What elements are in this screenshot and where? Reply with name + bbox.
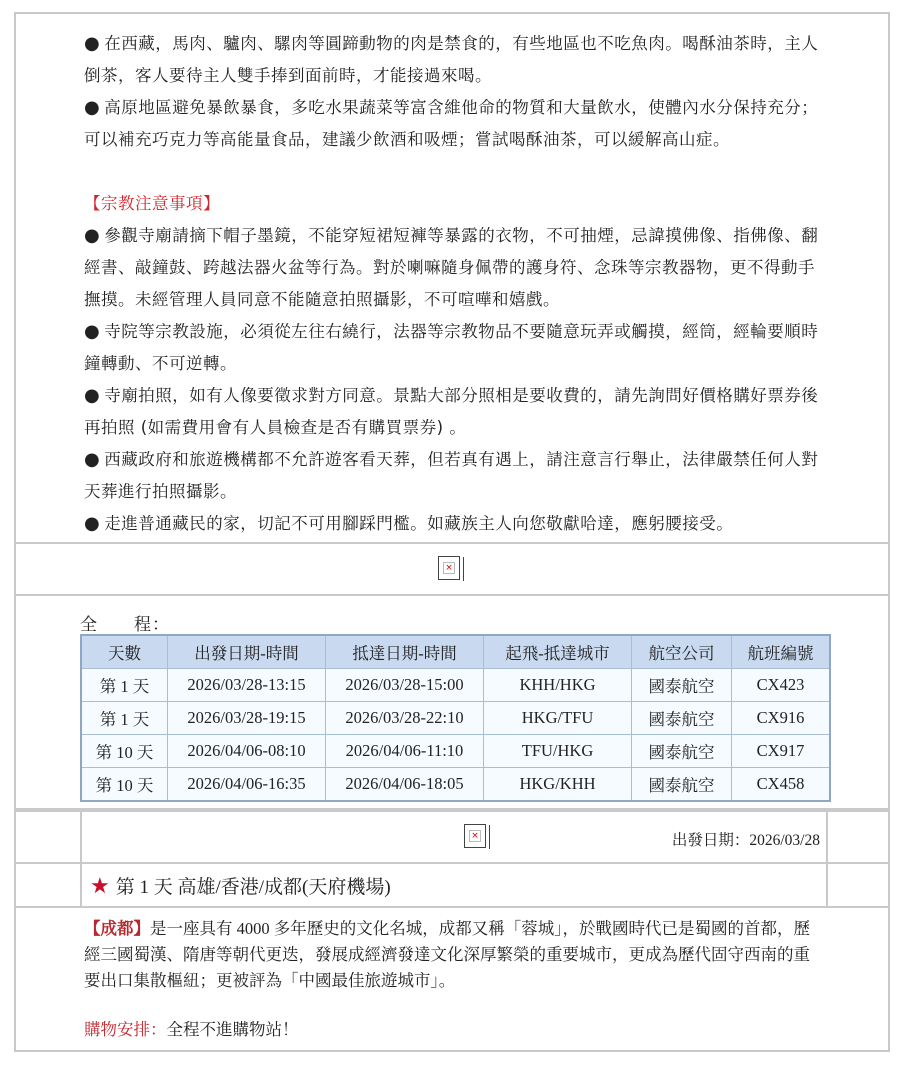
bullet-icon: ● — [84, 225, 101, 246]
note-paragraph — [84, 28, 824, 92]
column-header: 航空公司 — [632, 635, 732, 669]
city-description: 是一座具有 4000 多年歷史的文化名城，成都又稱「蓉城」，於戰國時代已是蜀國的首都，歷經三國蜀漢、隋唐等朝代更迭，發展成經濟發達文化深厚繁榮的重要城市，更成為歷代固守西南的重要出口集散樞紐；更被評為「中國最佳旅遊城市」。 — [84, 919, 810, 990]
table-cell: 國泰航空 — [632, 768, 732, 802]
shopping-arrangement — [84, 1016, 299, 1040]
table-cell: 國泰航空 — [632, 735, 732, 768]
table-cell: CX458 — [732, 768, 831, 802]
table-cell: TFU/HKG — [484, 735, 632, 768]
image-row — [14, 542, 890, 596]
bullet-icon: ● — [84, 33, 101, 54]
table-cell: 2026/03/28-22:10 — [326, 702, 484, 735]
column-header: 抵達日期-時間 — [326, 635, 484, 669]
table-row — [81, 702, 830, 735]
note-text: 走進普通藏民的家，切記不可用腳踩門檻。如藏族主人向您敬獻哈達，應躬腰接受。 — [104, 514, 734, 533]
bullet-icon: ● — [84, 513, 101, 534]
itinerary-label: 全 程： — [80, 615, 170, 635]
column-header: 起飛-抵達城市 — [484, 635, 632, 669]
note-paragraph — [84, 220, 824, 316]
table-row — [81, 669, 830, 702]
day-description-section — [14, 906, 890, 1052]
note-paragraph — [84, 380, 824, 444]
column-header: 天數 — [81, 635, 168, 669]
table-cell: 2026/04/06-18:05 — [326, 768, 484, 802]
table-cell: 2026/04/06-16:35 — [168, 768, 326, 802]
table-cell: HKG/TFU — [484, 702, 632, 735]
broken-image-icon: × — [438, 556, 460, 580]
table-cell: CX917 — [732, 735, 831, 768]
table-cell: 第 10 天 — [81, 735, 168, 768]
bullet-icon: ● — [84, 385, 101, 406]
table-row — [81, 735, 830, 768]
day-description — [84, 916, 824, 994]
table-cell: CX423 — [732, 669, 831, 702]
note-text: 西藏政府和旅遊機構都不允許遊客看天葬，但若真有遇上，請注意言行舉止，法律嚴禁任何人對天葬進行拍照攝影。 — [84, 450, 819, 501]
note-paragraph — [84, 316, 824, 380]
departure-date: 出發日期：2026/03/28 — [671, 832, 820, 849]
day-title-row — [14, 862, 890, 908]
shopping-value: 全程不進購物站！ — [166, 1020, 299, 1039]
departure-inner — [80, 812, 828, 862]
flight-table — [80, 634, 831, 802]
table-cell: 國泰航空 — [632, 702, 732, 735]
note-paragraph — [84, 444, 824, 508]
table-cell: 第 10 天 — [81, 768, 168, 802]
table-cell: 2026/04/06-08:10 — [168, 735, 326, 768]
table-cell: 第 1 天 — [81, 702, 168, 735]
religion-heading: 【宗教注意事項】 — [84, 194, 220, 213]
note-paragraph — [84, 508, 824, 540]
flight-itinerary-section — [14, 594, 890, 810]
note-text: 寺院等宗教設施，必須從左往右繞行，法器等宗教物品不要隨意玩弄或觸摸，經筒，經輪要順時鐘轉動、不可逆轉。 — [84, 322, 819, 373]
star-icon: ★ — [90, 873, 110, 898]
note-text: 參觀寺廟請摘下帽子墨鏡，不能穿短裙短褲等暴露的衣物，不可抽煙，忌諱摸佛像、指佛像、翻經書、敲鐘鼓、跨越法器火盆等行為。對於喇嘛隨身佩帶的護身符、念珠等宗教器物，更不得動手撫摸。未經管理人員同意不能隨意拍照攝影，不可喧嘩和嬉戲。 — [84, 226, 819, 309]
table-row — [81, 768, 830, 802]
table-header-row — [81, 635, 830, 669]
table-cell: 2026/04/06-11:10 — [326, 735, 484, 768]
city-label: 【成都】 — [84, 919, 150, 938]
table-cell: 2026/03/28-13:15 — [168, 669, 326, 702]
bullet-icon: ● — [84, 97, 101, 118]
note-paragraph — [84, 92, 824, 156]
table-cell: KHH/HKG — [484, 669, 632, 702]
note-text: 在西藏，馬肉、驢肉、騾肉等圓蹄動物的肉是禁食的，有些地區也不吃魚肉。喝酥油茶時，主人倒茶，客人要待主人雙手捧到面前時，才能接過來喝。 — [84, 34, 819, 85]
column-header: 航班編號 — [732, 635, 831, 669]
day-title-inner — [80, 864, 828, 906]
table-cell: 第 1 天 — [81, 669, 168, 702]
shopping-label: 購物安排： — [84, 1020, 167, 1039]
table-cell: 2026/03/28-15:00 — [326, 669, 484, 702]
note-text: 寺廟拍照，如有人像要徵求對方同意。景點大部分照相是要收費的，請先詢問好價格購好票券後再拍照 (如需費用會有人員檢查是否有購買票券) 。 — [84, 386, 819, 437]
broken-image-icon: × — [464, 824, 486, 848]
table-cell: HKG/KHH — [484, 768, 632, 802]
table-cell: CX916 — [732, 702, 831, 735]
day-title-text: 第 1 天 高雄/香港/成都(天府機場) — [115, 877, 391, 898]
table-cell: 2026/03/28-19:15 — [168, 702, 326, 735]
column-header: 出發日期-時間 — [168, 635, 326, 669]
note-text: 高原地區避免暴飲暴食，多吃水果蔬菜等富含維他命的物質和大量飲水，使體內水分保持充分；可以補充巧克力等高能量食品，建議少飲酒和吸煙；嘗試喝酥油茶，可以緩解高山症。 — [84, 98, 819, 149]
bullet-icon: ● — [84, 449, 101, 470]
table-cell: 國泰航空 — [632, 669, 732, 702]
day-title — [90, 872, 391, 899]
notes-section — [14, 12, 890, 544]
departure-row — [14, 810, 890, 864]
bullet-icon: ● — [84, 321, 101, 342]
